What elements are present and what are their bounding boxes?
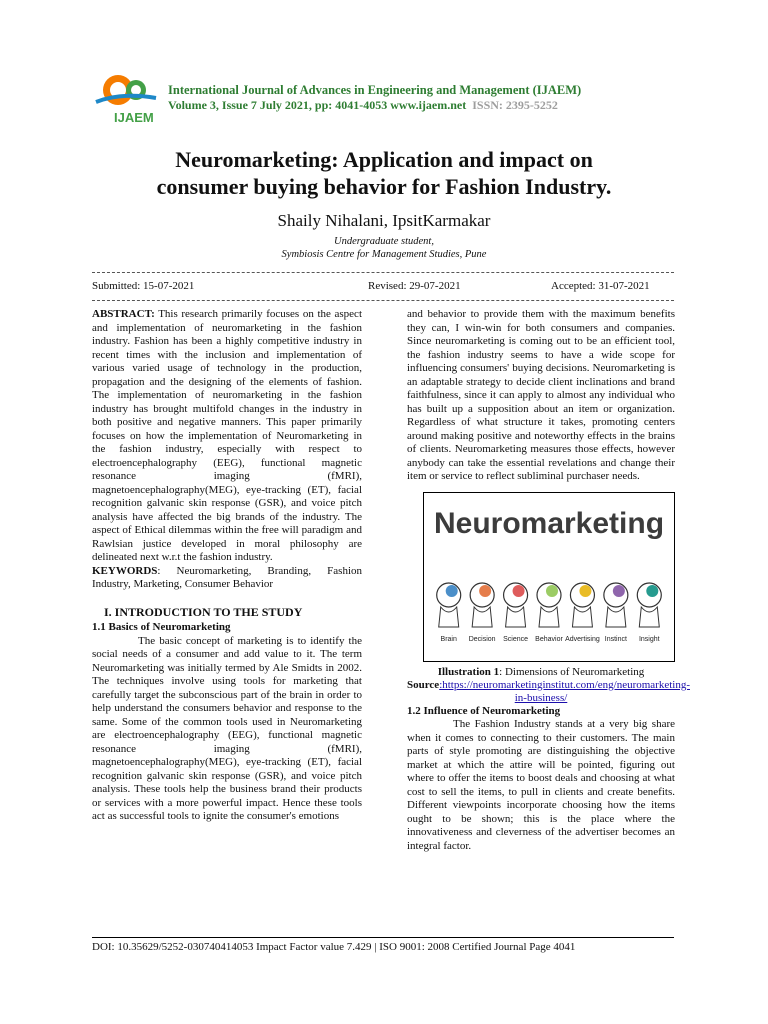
- figure-icon-behavior: [537, 583, 561, 627]
- authors: Shaily Nihalani, IpsitKarmakar: [277, 211, 491, 230]
- figure-icon-insight: [637, 583, 661, 627]
- abstract-text: This research primarily focuses on the aspect and implementation of neuromarketing in the fashion industry. Fashion has been a highly competitive industry in recent times with the inclusion and implementation of various varied usage of technology in the production, propagation and the designing of the elements of fashion. The implementation of neuromarketing in the fashion industry has brought multifold changes in the industry in both positive and negative manners. This paper primarily focuses on how the implementation of Neuromarketing in the fashion industry, especially with respect to electroencephalography (EEG), functional magnetic resonance imaging (fMRI), magnetoencephalography(MEG), eye-tracking (ET), facial recognition galvanic skin response (GSR), and voice pitch analysis have affected the big brands of the industry. The aspect of Ethical dilemmas within the free will paradigm and Rawlsian justice developed in moral philosophy are delineated next w.r.t the fashion industry.: [92, 308, 362, 563]
- keywords-text: : Neuromarketing, Branding, Fashion Industry, Marketing, Consumer Behavior: [92, 564, 362, 590]
- volume-line: Volume 3, Issue 7 July 2021, pp: 4041-4053 www.ijaem.net: [168, 98, 467, 112]
- figure-icon-decision: [470, 583, 494, 627]
- figure-icon-brain: [437, 583, 461, 627]
- footer-rule: [92, 937, 674, 938]
- journal-name: International Journal of Advances in Engineering and Management (IJAEM): [168, 83, 582, 97]
- figure-icon-instinct: [604, 583, 628, 627]
- paper-title: [90, 146, 678, 200]
- logo-text: IJAEM: [114, 110, 154, 125]
- revised-date: Revised: 29-07-2021: [368, 280, 461, 292]
- right-column: [407, 308, 690, 853]
- source-line: [407, 678, 690, 705]
- abstract-label: ABSTRACT:: [92, 308, 155, 320]
- dates-row: [92, 280, 674, 294]
- abstract: [92, 308, 362, 565]
- footer: DOI: 10.35629/5252-030740414053 Impact Factor value 7.429 | ISO 9001: 2008 Certified Journal Page 4041: [92, 941, 576, 953]
- subsection-1-2-text: The Fashion Industry stands at a very big share when it comes to connecting to their customers. The main parts of style promoting are distinguishing the objective market at which the attire will be pointed, figuring out where to offer the items to boost deals and choosing at what cost to sell the items, to pull in clients and create benefits. Different viewpoints incorporate choosing how the items ought to be shown; this is the place where the innovativeness and cleverness of the advertiser becomes an integral factor.: [407, 718, 675, 852]
- figure-caption: [407, 665, 690, 705]
- subsection-heading-1-2: 1.2 Influence of Neuromarketing: [407, 704, 561, 717]
- left-column: [92, 308, 362, 824]
- figure-label-behavior: Behavior: [535, 635, 563, 643]
- keywords: [92, 565, 362, 592]
- affiliation-line-1: Undergraduate student,: [334, 236, 434, 247]
- caption-label: Illustration 1: [437, 665, 500, 678]
- figure-icon-science: [504, 583, 528, 627]
- source-link[interactable]: :https://neuromarketinginstitut.com/eng/neuromarketing-in-business/: [439, 678, 690, 704]
- accepted-date: Accepted: 31-07-2021: [551, 280, 650, 292]
- divider-top: [92, 272, 674, 273]
- journal-header: [168, 83, 688, 113]
- figure-label-brain: Brain: [440, 635, 457, 643]
- figure-labels: [432, 633, 666, 647]
- intro-continuation: and behavior to provide them with the maximum benefits they can, I win-win for both consumers and companies. Since neuromarketing is coming out to be an efficient tool, the fashion industry seems to have a wide scope for influencing consumers' buying decisions. Neuromarketing is an adaptable strategy to decide client inclinations and brand faithfulness, since it can apply to almost any individual who has built up a supposition about an item or organization. Regardless of what structure it takes, promoting centers around making positive and noteworthy effects in the brains of clients. Neuromarketing measures those effects, however anybody can take the essential revelations and change their item or service to reflect subliminal purchaser needs.: [407, 308, 675, 482]
- figure-label-advertising: Advertising: [565, 635, 600, 643]
- subsection-heading-1-1: 1.1 Basics of Neuromarketing: [92, 621, 231, 633]
- figure-word: Neuromarketing: [433, 506, 665, 540]
- figure-icon-advertising: [570, 583, 594, 627]
- issn: ISSN: 2395-5252: [472, 98, 558, 112]
- divider-bottom: [92, 300, 674, 301]
- subsection-1-1-text: The basic concept of marketing is to identify the social needs of a consumer and add value to it. The term Neuromarketing was initially termed by Ale Smidts in 2002. The techniques involve using tools for marketing that carefully target the subconscious part of the brain in order to help understand the consumers behavior and response to the same. Some of the common tools used in Neuromarketing are electroencephalography (EEG), functional magnetic resonance imaging (fMRI), magnetoencephalography(MEG), eye-tracking (ET), facial recognition galvanic skin response (GSR), and voice pitch analysis. These tools help the business brand their products or services with a more powerful impact. Hence these tools act as successful tools to ignite the consumer's emotions: [92, 634, 362, 822]
- source-label: Source: [407, 678, 440, 691]
- journal-volume: [168, 98, 688, 113]
- title-line-2: consumer buying behavior for Fashion Industry.: [156, 174, 612, 199]
- submitted-date: Submitted: 15-07-2021: [92, 280, 195, 292]
- caption-text: : Dimensions of Neuromarketing: [499, 665, 645, 678]
- title-line-1: Neuromarketing: Application and impact on: [175, 147, 593, 172]
- figure-label-instinct: Instinct: [604, 635, 627, 643]
- affiliation: [90, 235, 678, 261]
- keywords-label: KEYWORDS: [92, 564, 158, 577]
- figure-icons: [432, 573, 666, 633]
- ijaem-logo-icon: [92, 68, 162, 128]
- figure-label-insight: Insight: [638, 635, 660, 643]
- figure-label-science: Science: [503, 635, 529, 643]
- figure-label-decision: Decision: [468, 635, 496, 643]
- affiliation-line-2: Symbiosis Centre for Management Studies, Pune: [281, 249, 487, 260]
- neuromarketing-figure: [423, 492, 675, 662]
- section-heading: I. INTRODUCTION TO THE STUDY: [104, 604, 303, 619]
- caption-line: [407, 666, 675, 679]
